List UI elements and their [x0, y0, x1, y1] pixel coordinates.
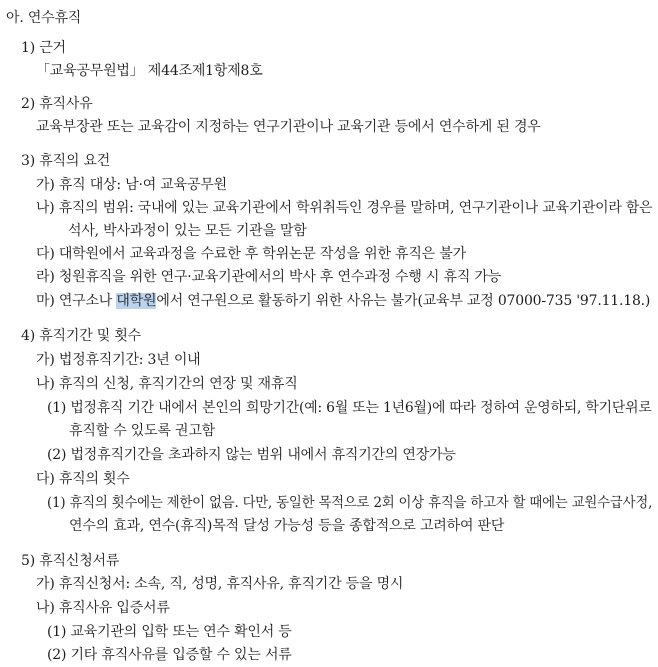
s3-item-ga: 가) 휴직 대상: 남·여 교육공무원	[36, 177, 227, 193]
s2-text: 교육부장관 또는 교육감이 지정하는 연구기관이나 교육기관 등에서 연수하게 된 경우	[36, 119, 541, 135]
s5-na-sub2: (2) 기타 휴직사유를 입증할 수 있는 서류	[47, 647, 292, 663]
s3-item-na-line1: 나) 휴직의 범위: 국내에 있는 교육기관에서 학위취득인 경우를 말하며, 연구기관이나 교육기관이라 함은	[36, 200, 653, 216]
s3-heading: 3) 휴직의 요건	[21, 153, 111, 169]
s2-heading: 2) 휴직사유	[21, 96, 93, 112]
s3-item-ra: 라) 청원휴직을 위한 연구·교육기관에서의 박사 후 연수과정 수행 시 휴직 가능	[36, 269, 502, 285]
s4-heading: 4) 휴직기간 및 횟수	[21, 328, 141, 344]
s4-item-ga: 가) 법정휴직기간: 3년 이내	[36, 352, 201, 368]
s5-item-na: 나) 휴직사유 입증서류	[36, 600, 170, 616]
s3-item-ma-suffix: 에서 연구원으로 활동하기 위한 사유는 불가(교육부 교정 07000-735 '97.11.18.)	[156, 293, 651, 309]
s5-heading: 5) 휴직신청서류	[21, 553, 120, 569]
s4-da-sub1-line2: 연수의 효과, 연수(휴직)목적 달성 가능성 등을 종합적으로 고려하여 판단	[69, 518, 505, 534]
s4-item-da: 다) 휴직의 횟수	[36, 471, 130, 487]
s3-item-da: 다) 대학원에서 교육과정을 수료한 후 학위논문 작성을 위한 휴직은 불가	[36, 246, 466, 262]
s1-heading: 1) 근거	[21, 40, 66, 56]
s3-item-ma-prefix: 마) 연구소나	[36, 293, 117, 309]
s3-item-ma	[36, 292, 650, 310]
s5-item-ga: 가) 휴직신청서: 소속, 직, 성명, 휴직사유, 휴직기간 등을 명시	[36, 576, 404, 592]
selected-text-highlight[interactable]: 대학원	[116, 293, 157, 309]
s4-na-sub2: (2) 법정휴직기간을 초과하지 않는 범위 내에서 휴직기간의 연장가능	[47, 447, 456, 463]
s3-item-na-line2: 석사, 박사과정이 있는 모든 기관을 말함	[68, 223, 307, 239]
s4-da-sub1-line1: (1) 휴직의 횟수에는 제한이 없음. 다만, 동일한 목적으로 2회 이상 휴직을 하고자 할 때에는 교원수급사정,	[47, 495, 653, 511]
s5-na-sub1: (1) 교육기관의 입학 또는 연수 확인서 등	[47, 624, 292, 640]
s4-item-na: 나) 휴직의 신청, 휴직기간의 연장 및 재휴직	[36, 376, 298, 392]
s4-na-sub1-line1: (1) 법정휴직 기간 내에서 본인의 희망기간(예: 6월 또는 1년6월)에 따라 정하여 운영하되, 학기단위로	[47, 400, 652, 416]
s1-text: 「교육공무원법」 제44조제1항제8호	[36, 63, 263, 79]
section-title: 아. 연수휴직	[6, 10, 82, 26]
s4-na-sub1-line2: 휴직할 수 있도록 권고함	[69, 423, 215, 439]
